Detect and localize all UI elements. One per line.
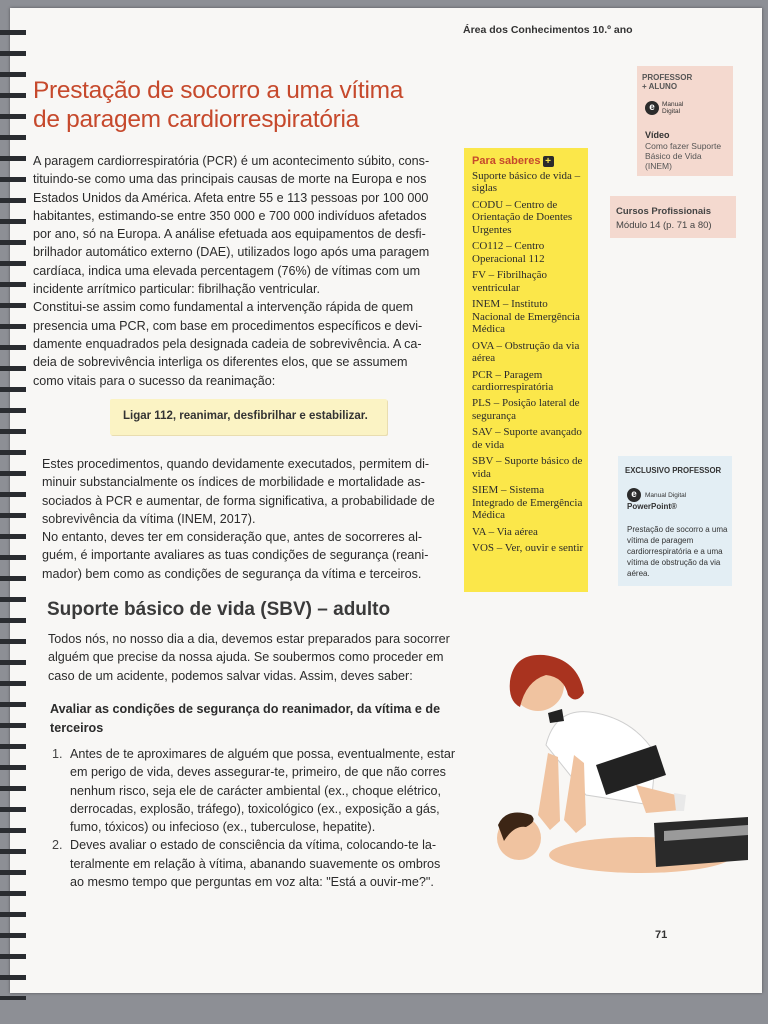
list-item [52, 745, 470, 836]
glossary-item: INEM – Instituto Nacional de Emergência Médica [472, 298, 580, 335]
text-line: Deves avaliar o estado de consciência da vítima, colocando-te la- [70, 838, 437, 853]
spiral-binding [0, 20, 26, 1000]
glossary-item: CODU – Centro de Orientação de Doentes Urgentes [472, 198, 573, 236]
text-line: caso de um acidente, podemos salvar vidas. Assim, deves saber: [48, 668, 413, 683]
text-line: presencia uma PCR, com base em procedimentos específicos e devi- [33, 318, 423, 333]
list-number: 1. [52, 747, 63, 761]
section-intro [48, 630, 462, 685]
cpr-illustration [486, 645, 748, 905]
glossary-item: SBV – Suporte básico de vida [472, 455, 583, 480]
text-line: por ano, só na Europa. A análise efetuada aos equipamentos de desfi- [33, 227, 426, 242]
glossary-item: Suporte básico de vida – siglas [472, 170, 581, 195]
powerpoint-description: Prestação de socorro a uma vítima de paragem cardiorrespiratória e a uma vítima de obstrução da via aérea. [627, 525, 728, 578]
steps-list [52, 745, 470, 891]
page-title [33, 76, 473, 134]
text-line: nenhum risco, seja ele de carácter ambiental (ex., choque elétrico, [70, 783, 442, 798]
text-line: alguém que precise da nossa ajuda. Se soubermos como proceder em [48, 650, 444, 665]
powerpoint-label[interactable]: PowerPoint® [627, 502, 677, 511]
text-line: sobrevivência da vítima (INEM, 2017). [42, 511, 256, 526]
subheading [50, 700, 470, 738]
glossary-item: SIEM – Sistema Integrado de Emergência Médica [472, 484, 583, 522]
rescuer-arm [538, 753, 560, 830]
glossary-item: VA – Via aérea [472, 525, 538, 538]
list-item [52, 836, 470, 891]
glossary-item: PCR – Paragem cardiorrespiratória [472, 368, 554, 393]
glossary-title-text: Para saberes [472, 155, 541, 167]
exclusive-title: EXCLUSIVO PROFESSOR [625, 466, 722, 475]
text-line: sociados à PCR e aumentar, de forma significativa, a probabilidade de [42, 493, 435, 508]
text-line: mador) bem como as condições de segurança da vítima e terceiros. [42, 566, 422, 581]
text-line: tituindo-se como uma das principais causas de morte na Europa e nos [33, 172, 427, 187]
text-line: habitantes, estimando-se entre 350 000 e 700 000 indivíduos afetados [33, 208, 427, 223]
text-line: cardíaca, indica uma elevada percentagem (76%) de vítimas com um [33, 263, 421, 278]
professor-aluno-label [642, 73, 692, 91]
text-line: guém, é importante avaliares as tuas condições de segurança (reani- [42, 548, 429, 563]
text-line: damente enquadrados pela designada cadeia de sobrevivência. A ca- [33, 336, 422, 351]
text-line: Estes procedimentos, quando devidamente executados, permitem di- [42, 457, 430, 471]
page-number: 71 [655, 929, 668, 941]
subheading-line: Avaliar as condições de segurança do reanimador, da vítima e de [50, 702, 441, 716]
text-line: Antes de te aproximares de alguém que possa, eventualmente, estar [70, 747, 456, 761]
manual-digital-link[interactable] [645, 101, 683, 115]
label-line: PROFESSOR [642, 73, 693, 82]
text-line: brilhador automático externo (DAE), utilizados logo após uma paragem [33, 245, 430, 260]
intro-paragraph [33, 152, 451, 390]
plus-icon: + [543, 156, 554, 167]
text-line: incidente arrítmico particular: fibrilhação ventricular. [33, 282, 320, 297]
label-line: Digital [662, 108, 681, 115]
text-line: A paragem cardiorrespiratória (PCR) é um acontecimento súbito, cons- [33, 154, 430, 168]
glossary-item: FV – Fibrilhação ventricular [472, 269, 547, 294]
manual-digital-label [662, 101, 683, 115]
text-line: No entanto, deves ter em consideração que, antes de socorreres al- [42, 530, 423, 545]
manual-digital-label: Manual Digital [645, 491, 687, 499]
cursos-box [610, 196, 736, 238]
text-line: Todos nós, no nosso dia a dia, devemos estar preparados para socorrer [48, 632, 450, 646]
subheading-line: terceiros [50, 721, 104, 735]
text-line: teralmente em relação à vítima, abanando suavemente os ombros [70, 856, 441, 871]
text-line: deia de sobrevivência interliga os diferentes elos, que se assumem [33, 355, 408, 370]
glossary-item: OVA – Obstrução da via aérea [472, 339, 580, 364]
glossary-item: PLS – Posição lateral de segurança [472, 397, 580, 422]
video-description: Como fazer Suporte Básico de Vida (INEM) [645, 141, 722, 171]
text-line: derrocadas, explosão, tráfego), toxicológico (ex., exposição a gás, [70, 801, 440, 816]
page-title-line: de paragem cardiorrespiratória [33, 106, 359, 133]
manual-digital-icon: e [627, 488, 641, 502]
glossary-item: VOS – Ver, ouvir e sentir [472, 542, 584, 555]
cursos-description: Módulo 14 (p. 71 a 80) [616, 220, 712, 231]
glossary-title [472, 155, 554, 167]
video-title[interactable]: Vídeo [645, 130, 670, 140]
procedures-paragraph [42, 455, 456, 583]
highlight-text: Ligar 112, reanimar, desfibrilhar e estabilizar. [123, 410, 368, 422]
text-line: fumo, tóxicos) ou infecioso (ex., tuberculose, hepatite). [70, 820, 376, 835]
manual-digital-link[interactable] [627, 488, 686, 502]
text-line: ao mesmo tempo que perguntas em voz alta: "Está a ouvir-me?". [70, 875, 434, 890]
text-line: em perigo de vida, deves assegurar-te, primeiro, de que não corres [70, 765, 446, 780]
text-line: Constitui-se assim como fundamental a intervenção rápida de quem [33, 300, 414, 315]
section-title: Suporte básico de vida (SBV) – adulto [47, 599, 391, 620]
header-area-label: Área dos Conhecimentos 10.º ano [463, 24, 633, 36]
glossary-list [472, 170, 584, 559]
text-line: minuir substancialmente os índices de morbilidade e mortalidade as- [42, 475, 425, 490]
text-line: Estados Unidos da América. Afeta entre 55 e 113 pessoas por 100 000 [33, 190, 429, 205]
page-title-line: Prestação de socorro a uma vítima [33, 77, 404, 104]
cursos-title: Cursos Profissionais [616, 206, 712, 217]
text-line: como vitais para o sucesso da reanimação: [33, 373, 276, 388]
victim-trousers [654, 817, 748, 867]
label-line: Manual [662, 101, 684, 108]
list-number: 2. [52, 838, 63, 853]
manual-digital-icon: e [645, 101, 659, 115]
glossary-item: CO112 – Centro Operacional 112 [472, 240, 545, 265]
glossary-item: SAV – Suporte avançado de vida [472, 426, 582, 451]
label-line: + ALUNO [642, 82, 678, 91]
